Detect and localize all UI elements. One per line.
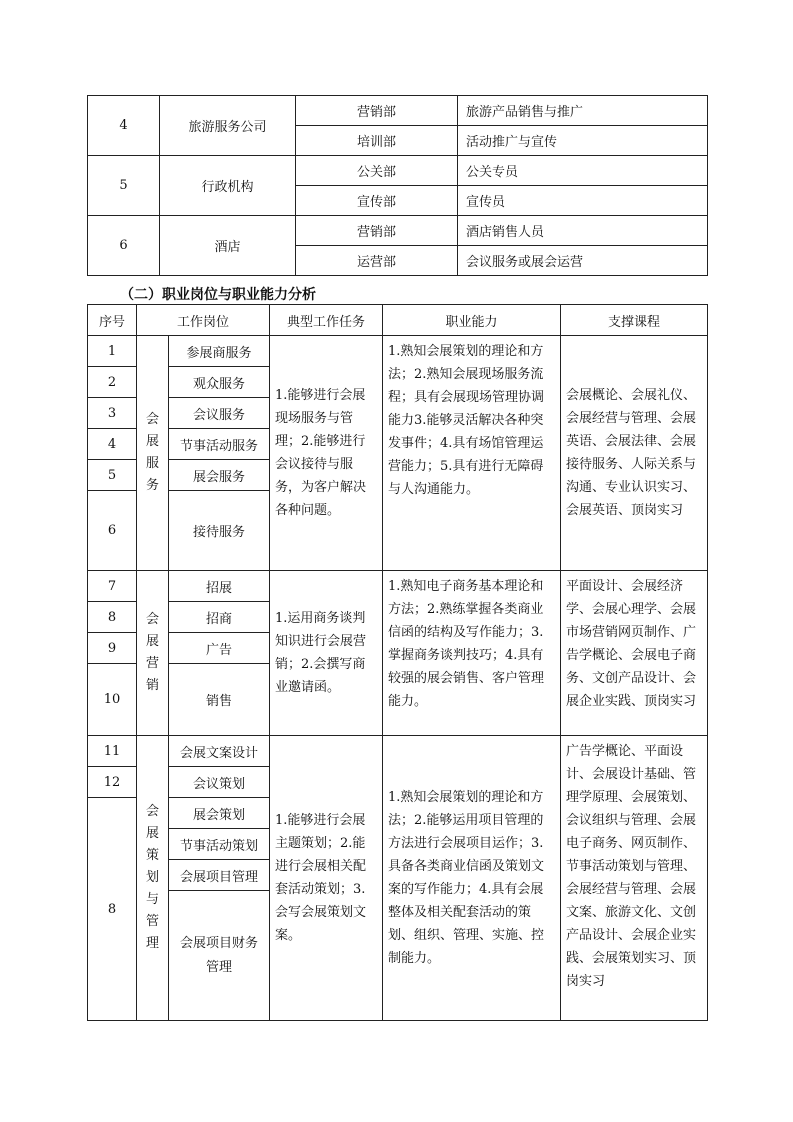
row-no: 10	[88, 664, 137, 736]
row-no: 3	[88, 398, 137, 429]
post-cell: 接待服务	[169, 491, 270, 571]
abilities-cell: 1.熟知会展策划的理论和方法；2.熟知会展现场服务流程；具有会展现场管理协调能力3.能够灵活解决各种突发事件；4.具有场馆管理运营能力；5.具有进行无障碍与人沟通能力。	[383, 336, 561, 571]
header-tasks: 典型工作任务	[270, 305, 383, 336]
tasks-cell: 1.能够进行会展现场服务与管理；2.能够进行会议接待与服务，为客户解决各种问题。	[270, 336, 383, 571]
org-no: 6	[88, 216, 160, 276]
post-name: 宣传员	[458, 186, 708, 216]
dept-name: 宣传部	[296, 186, 458, 216]
row-no: 7	[88, 571, 137, 602]
post-cell: 广告	[169, 633, 270, 664]
tasks-cell: 1.能够进行会展主题策划；2.能进行会展相关配套活动策划；3.会写会展策划文案。	[270, 736, 383, 1021]
header-post: 工作岗位	[137, 305, 270, 336]
row-no: 2	[88, 367, 137, 398]
table-row	[88, 571, 708, 602]
post-cell: 展会服务	[169, 460, 270, 491]
row-no: 6	[88, 491, 137, 571]
category-cell	[137, 571, 169, 736]
org-table	[87, 95, 708, 276]
row-no: 1	[88, 336, 137, 367]
category-label: 会展营销	[145, 612, 159, 693]
abilities-cell: 1.熟知会展策划的理论和方法；2.能够运用项目管理的方法进行会展项目运作；3.具备各类商业信函及策划文案的写作能力；4.具有会展整体及相关配套活动的策划、组织、管理、实施、控制能力。	[383, 736, 561, 1021]
section-heading: （二）职业岗位与职业能力分析	[120, 287, 316, 303]
post-name: 旅游产品销售与推广	[458, 96, 708, 126]
dept-name: 营销部	[296, 216, 458, 246]
post-name: 活动推广与宣传	[458, 126, 708, 156]
row-no: 8	[88, 602, 137, 633]
org-no: 4	[88, 96, 160, 156]
tasks-cell: 1.运用商务谈判知识进行会展营销；2.会撰写商业邀请函。	[270, 571, 383, 736]
header-courses: 支撑课程	[561, 305, 708, 336]
category-label: 会展服务	[145, 412, 159, 493]
post-cell: 展会策划	[169, 798, 270, 829]
table-row	[88, 736, 708, 767]
post-name: 酒店销售人员	[458, 216, 708, 246]
post-cell: 参展商服务	[169, 336, 270, 367]
org-name: 酒店	[160, 216, 296, 276]
dept-name: 公关部	[296, 156, 458, 186]
category-cell	[137, 336, 169, 571]
post-cell: 会展文案设计	[169, 736, 270, 767]
post-cell: 节事活动服务	[169, 429, 270, 460]
table-row	[88, 216, 708, 246]
post-name: 会议服务或展会运营	[458, 246, 708, 276]
row-no: 5	[88, 460, 137, 491]
org-no: 5	[88, 156, 160, 216]
row-no: 11	[88, 736, 137, 767]
post-cell: 招商	[169, 602, 270, 633]
ability-table	[87, 304, 708, 1021]
row-no: 9	[88, 633, 137, 664]
category-label: 会展策划与管理	[145, 804, 159, 951]
post-cell: 会议策划	[169, 767, 270, 798]
dept-name: 运营部	[296, 246, 458, 276]
header-no: 序号	[88, 305, 137, 336]
row-no: 12	[88, 767, 137, 798]
post-cell: 节事活动策划	[169, 829, 270, 860]
row-no: 8	[88, 798, 137, 1021]
table-row	[88, 336, 708, 367]
table-row	[88, 156, 708, 186]
row-no: 4	[88, 429, 137, 460]
courses-cell: 会展概论、会展礼仪、会展经营与管理、会展英语、会展法律、会展接待服务、人际关系与沟通、专业认识实习、会展英语、顶岗实习	[561, 336, 708, 571]
courses-cell: 广告学概论、平面设计、会展设计基础、管理学原理、会展策划、会议组织与管理、会展电子商务、网页制作、节事活动策划与管理、会展经营与管理、会展文案、旅游文化、文创产品设计、会展企业实践、会展策划实习、顶岗实习	[561, 736, 708, 1021]
header-abilities: 职业能力	[383, 305, 561, 336]
abilities-cell: 1.熟知电子商务基本理论和方法；2.熟练掌握各类商业信函的结构及写作能力；3.掌握商务谈判技巧；4.具有较强的展会销售、客户管理能力。	[383, 571, 561, 736]
org-name: 行政机构	[160, 156, 296, 216]
courses-cell: 平面设计、会展经济学、会展心理学、会展市场营销网页制作、广告学概论、会展电子商务、文创产品设计、会展企业实践、顶岗实习	[561, 571, 708, 736]
dept-name: 培训部	[296, 126, 458, 156]
dept-name: 营销部	[296, 96, 458, 126]
post-cell: 招展	[169, 571, 270, 602]
post-name: 公关专员	[458, 156, 708, 186]
header-row	[88, 305, 708, 336]
post-cell: 观众服务	[169, 367, 270, 398]
post-cell: 会议服务	[169, 398, 270, 429]
post-cell: 会展项目财务管理	[169, 891, 270, 1021]
category-cell	[137, 736, 169, 1021]
org-name: 旅游服务公司	[160, 96, 296, 156]
post-cell: 销售	[169, 664, 270, 736]
post-cell: 会展项目管理	[169, 860, 270, 891]
table-row	[88, 96, 708, 126]
